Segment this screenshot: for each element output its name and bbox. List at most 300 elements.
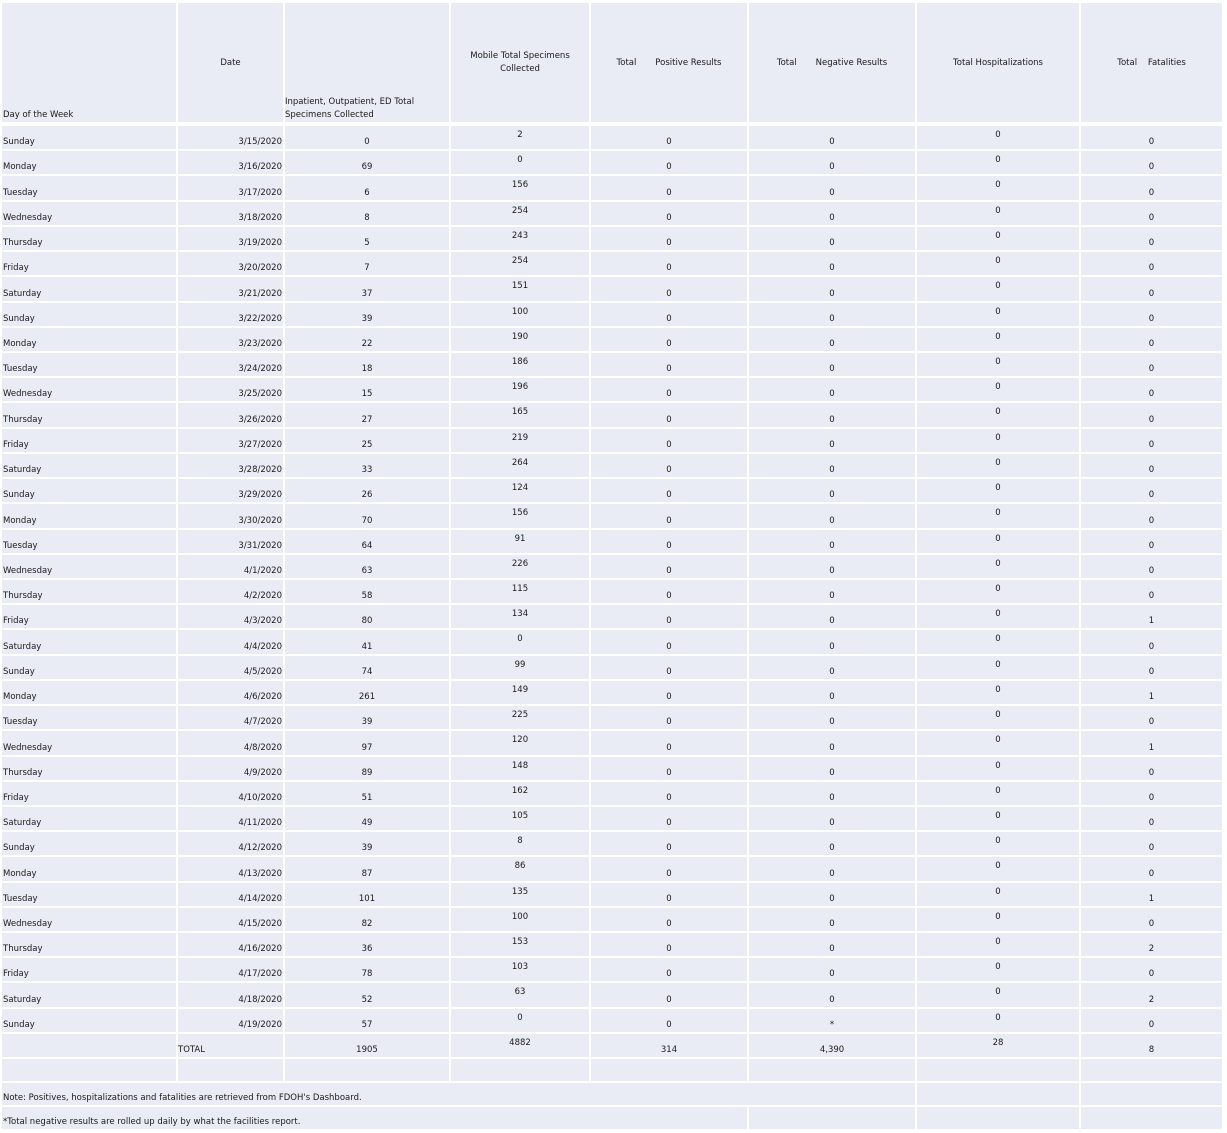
table-row-hospitalizations xyxy=(917,630,1079,654)
table-row-day xyxy=(2,807,176,830)
fatalities-value: 0 xyxy=(1148,213,1155,223)
negative-value: 0 xyxy=(829,995,835,1005)
table-row-fatalities xyxy=(1081,303,1222,326)
date-value: 3/23/2020 xyxy=(238,339,282,349)
mobile-value: 162 xyxy=(511,786,529,796)
table-row-fatalities xyxy=(1081,530,1222,553)
table-row-mobile xyxy=(451,605,589,628)
fatalities-value: 0 xyxy=(1148,238,1155,248)
inpatient-value: 6 xyxy=(364,188,370,198)
table-row-mobile xyxy=(451,630,589,654)
table-row-mobile xyxy=(451,656,589,679)
positive-value: 0 xyxy=(666,869,672,879)
date-value: 4/4/2020 xyxy=(243,642,282,652)
table-row-negative xyxy=(749,630,915,654)
mobile-value: 190 xyxy=(511,332,529,342)
fatalities-value: 0 xyxy=(1148,263,1155,273)
fatalities-value: 0 xyxy=(1148,415,1155,425)
table-row-positive xyxy=(591,378,747,401)
table-row-hospitalizations xyxy=(917,277,1079,301)
negative-value: 0 xyxy=(829,263,835,273)
negative-value: 0 xyxy=(829,944,835,954)
header-negative-label: Total Negative Results xyxy=(776,58,888,68)
table-row-mobile xyxy=(451,530,589,553)
table-row-mobile xyxy=(451,983,589,1007)
negative-value: 0 xyxy=(829,743,835,753)
table-row-date xyxy=(178,630,283,654)
fatalities-value: 0 xyxy=(1148,667,1155,677)
table-row-mobile xyxy=(451,378,589,401)
table-row-inpatient xyxy=(285,328,449,351)
table-row-inpatient xyxy=(285,605,449,628)
table-row-day xyxy=(2,555,176,578)
positive-value: 0 xyxy=(666,1020,672,1030)
date-value: 4/18/2020 xyxy=(238,995,282,1005)
table-row-hospitalizations xyxy=(917,656,1079,679)
table-row-fatalities xyxy=(1081,782,1222,805)
fatalities-value: 0 xyxy=(1148,465,1155,475)
inpatient-value: 22 xyxy=(361,339,373,349)
table-row-inpatient xyxy=(285,706,449,729)
table-row-inpatient xyxy=(285,378,449,401)
table-row-inpatient xyxy=(285,151,449,174)
table-row-day xyxy=(2,202,176,225)
date-value: 4/14/2020 xyxy=(238,894,282,904)
table-row-hospitalizations xyxy=(917,504,1079,528)
table-row-day xyxy=(2,454,176,477)
hospitalizations-value: 0 xyxy=(995,281,1001,291)
day-of-week: Tuesday xyxy=(3,717,38,727)
table-row-negative xyxy=(749,580,915,603)
table-row-inpatient xyxy=(285,277,449,301)
day-of-week: Monday xyxy=(3,339,37,349)
blank-cell xyxy=(917,1059,1079,1081)
negative-value: 0 xyxy=(829,591,835,601)
table-row-positive xyxy=(591,126,747,149)
table-row-fatalities xyxy=(1081,353,1222,376)
date-value: 4/10/2020 xyxy=(238,793,282,803)
fatalities-value: 0 xyxy=(1148,541,1155,551)
table-row-hospitalizations xyxy=(917,983,1079,1007)
day-of-week: Monday xyxy=(3,869,37,879)
date-value: 4/8/2020 xyxy=(243,743,282,753)
table-row-day xyxy=(2,958,176,981)
table-row-hospitalizations xyxy=(917,227,1079,250)
day-of-week: Wednesday xyxy=(3,919,53,929)
table-row-hospitalizations xyxy=(917,782,1079,805)
table-row-negative xyxy=(749,958,915,981)
mobile-value: 196 xyxy=(511,382,529,392)
table-row-hospitalizations xyxy=(917,202,1079,225)
table-row-hospitalizations xyxy=(917,530,1079,553)
table-row-mobile xyxy=(451,1009,589,1032)
table-row-mobile xyxy=(451,681,589,704)
table-row-inpatient xyxy=(285,630,449,654)
table-row-day xyxy=(2,630,176,654)
table-row-date xyxy=(178,757,283,780)
hospitalizations-value: 0 xyxy=(995,634,1001,644)
header-inpatient-cell xyxy=(285,3,449,122)
table-row-fatalities xyxy=(1081,277,1222,301)
date-value: 3/15/2020 xyxy=(238,137,282,147)
day-of-week: Tuesday xyxy=(3,364,38,374)
table-row-mobile xyxy=(451,504,589,528)
table-row-positive xyxy=(591,630,747,654)
table-row-hospitalizations xyxy=(917,933,1079,956)
table-row-inpatient xyxy=(285,176,449,200)
total-label: TOTAL xyxy=(178,1045,205,1055)
table-row-inpatient xyxy=(285,1009,449,1032)
inpatient-value: 58 xyxy=(361,591,373,601)
hospitalizations-value: 0 xyxy=(995,735,1001,745)
table-row-positive xyxy=(591,328,747,351)
table-row-hospitalizations xyxy=(917,832,1079,855)
day-of-week: Saturday xyxy=(3,465,42,475)
table-row-positive xyxy=(591,504,747,528)
negative-value: * xyxy=(829,1020,835,1030)
table-row-mobile xyxy=(451,454,589,477)
table-row-inpatient xyxy=(285,403,449,427)
table-row-date xyxy=(178,353,283,376)
note-dashboard-source: Note: Positives, hospitalizations and fatalities are retrieved from FDOH's Dashboard. xyxy=(3,1093,362,1103)
table-row-day xyxy=(2,1009,176,1032)
blank-cell xyxy=(591,1059,747,1081)
date-value: 3/18/2020 xyxy=(238,213,282,223)
table-row-date xyxy=(178,479,283,502)
table-row-day xyxy=(2,681,176,704)
table-row-day xyxy=(2,151,176,174)
positive-value: 0 xyxy=(666,768,672,778)
hospitalizations-value: 0 xyxy=(995,130,1001,140)
table-row-positive xyxy=(591,303,747,326)
hospitalizations-value: 0 xyxy=(995,559,1001,569)
inpatient-value: 82 xyxy=(361,919,373,929)
positive-value: 0 xyxy=(666,162,672,172)
table-row-inpatient xyxy=(285,731,449,755)
table-row-fatalities xyxy=(1081,605,1222,628)
table-row-positive xyxy=(591,277,747,301)
table-row-day xyxy=(2,252,176,275)
day-of-week: Thursday xyxy=(3,238,43,248)
negative-value: 0 xyxy=(829,213,835,223)
table-row-date xyxy=(178,782,283,805)
fatalities-value: 0 xyxy=(1148,642,1155,652)
table-row-inpatient xyxy=(285,832,449,855)
table-row-date xyxy=(178,151,283,174)
mobile-value: 153 xyxy=(511,937,529,947)
table-row-day xyxy=(2,933,176,956)
fatalities-value: 0 xyxy=(1148,364,1155,374)
table-row-negative xyxy=(749,328,915,351)
table-row-hospitalizations xyxy=(917,958,1079,981)
inpatient-value: 64 xyxy=(361,541,373,551)
table-row-mobile xyxy=(451,706,589,729)
table-row-negative xyxy=(749,353,915,376)
table-row-inpatient xyxy=(285,479,449,502)
inpatient-value: 52 xyxy=(361,995,373,1005)
day-of-week: Sunday xyxy=(3,843,35,853)
table-row-date xyxy=(178,277,283,301)
mobile-value: 115 xyxy=(511,584,529,594)
fatalities-value: 0 xyxy=(1148,490,1155,500)
table-row-negative xyxy=(749,378,915,401)
day-of-week: Tuesday xyxy=(3,894,38,904)
table-row-negative xyxy=(749,681,915,704)
table-row-mobile xyxy=(451,883,589,906)
table-row-inpatient xyxy=(285,883,449,906)
table-row-mobile xyxy=(451,151,589,174)
table-row-fatalities xyxy=(1081,454,1222,477)
total-fatalities: 8 xyxy=(1148,1045,1155,1055)
table-row-hospitalizations xyxy=(917,706,1079,729)
fatalities-value: 0 xyxy=(1148,843,1155,853)
day-of-week: Sunday xyxy=(3,137,35,147)
negative-value: 0 xyxy=(829,541,835,551)
mobile-value: 63 xyxy=(514,987,526,997)
table-row-hospitalizations xyxy=(917,757,1079,780)
table-row-day xyxy=(2,706,176,729)
positive-value: 0 xyxy=(666,516,672,526)
table-row-negative xyxy=(749,454,915,477)
mobile-value: 2 xyxy=(517,130,523,140)
mobile-value: 156 xyxy=(511,180,529,190)
day-of-week: Sunday xyxy=(3,490,35,500)
table-row-fatalities xyxy=(1081,706,1222,729)
table-row-negative xyxy=(749,908,915,931)
hospitalizations-value: 0 xyxy=(995,534,1001,544)
day-of-week: Saturday xyxy=(3,818,42,828)
table-row-negative xyxy=(749,706,915,729)
fatalities-value: 0 xyxy=(1148,516,1155,526)
table-row-fatalities xyxy=(1081,227,1222,250)
negative-value: 0 xyxy=(829,768,835,778)
hospitalizations-value: 0 xyxy=(995,1013,1001,1023)
positive-value: 0 xyxy=(666,667,672,677)
table-row-inpatient xyxy=(285,252,449,275)
date-value: 4/11/2020 xyxy=(238,818,282,828)
table-row-positive xyxy=(591,832,747,855)
hospitalizations-value: 0 xyxy=(995,836,1001,846)
date-value: 3/19/2020 xyxy=(238,238,282,248)
table-row-negative xyxy=(749,857,915,881)
table-row-day xyxy=(2,983,176,1007)
inpatient-value: 63 xyxy=(361,566,373,576)
date-value: 4/5/2020 xyxy=(243,667,282,677)
header-fatalities-cell xyxy=(1081,3,1222,122)
negative-value: 0 xyxy=(829,137,835,147)
table-row-date xyxy=(178,832,283,855)
date-value: 4/17/2020 xyxy=(238,969,282,979)
day-of-week: Monday xyxy=(3,692,37,702)
table-row-fatalities xyxy=(1081,757,1222,780)
day-of-week: Saturday xyxy=(3,642,42,652)
table-row-inpatient xyxy=(285,530,449,553)
table-row-inpatient xyxy=(285,504,449,528)
mobile-value: 226 xyxy=(511,559,529,569)
mobile-value: 0 xyxy=(517,634,523,644)
negative-value: 0 xyxy=(829,314,835,324)
table-row-date xyxy=(178,908,283,931)
table-row-date xyxy=(178,681,283,704)
table-row-day xyxy=(2,353,176,376)
table-row-positive xyxy=(591,983,747,1007)
table-row-mobile xyxy=(451,126,589,149)
mobile-value: 0 xyxy=(517,155,523,165)
table-row-hospitalizations xyxy=(917,176,1079,200)
negative-value: 0 xyxy=(829,616,835,626)
total-row-negative xyxy=(749,1034,915,1057)
table-row-mobile xyxy=(451,857,589,881)
table-row-fatalities xyxy=(1081,883,1222,906)
table-row-inpatient xyxy=(285,303,449,326)
day-of-week: Wednesday xyxy=(3,743,53,753)
table-row-inpatient xyxy=(285,757,449,780)
table-row-day xyxy=(2,530,176,553)
table-row-hospitalizations xyxy=(917,479,1079,502)
table-row-positive xyxy=(591,530,747,553)
positive-value: 0 xyxy=(666,969,672,979)
fatalities-value: 0 xyxy=(1148,339,1155,349)
table-row-date xyxy=(178,656,283,679)
table-row-hospitalizations xyxy=(917,731,1079,755)
inpatient-value: 39 xyxy=(361,843,373,853)
table-row-negative xyxy=(749,782,915,805)
table-row-negative xyxy=(749,176,915,200)
positive-value: 0 xyxy=(666,843,672,853)
table-row-fatalities xyxy=(1081,580,1222,603)
mobile-value: 91 xyxy=(514,534,526,544)
negative-value: 0 xyxy=(829,339,835,349)
day-of-week: Monday xyxy=(3,516,37,526)
table-row-hospitalizations xyxy=(917,328,1079,351)
header-day-label: Day of the Week xyxy=(3,110,74,120)
negative-value: 0 xyxy=(829,389,835,399)
inpatient-value: 15 xyxy=(361,389,373,399)
day-of-week: Thursday xyxy=(3,415,43,425)
table-row-positive xyxy=(591,656,747,679)
hospitalizations-value: 0 xyxy=(995,307,1001,317)
date-value: 3/29/2020 xyxy=(238,490,282,500)
table-row-fatalities xyxy=(1081,983,1222,1007)
table-row-date xyxy=(178,328,283,351)
table-row-date xyxy=(178,1009,283,1032)
positive-value: 0 xyxy=(666,616,672,626)
table-row-hospitalizations xyxy=(917,883,1079,906)
mobile-value: 156 xyxy=(511,508,529,518)
table-row-positive xyxy=(591,908,747,931)
table-row-day xyxy=(2,277,176,301)
table-row-date xyxy=(178,580,283,603)
negative-value: 0 xyxy=(829,869,835,879)
hospitalizations-value: 0 xyxy=(995,887,1001,897)
date-value: 3/27/2020 xyxy=(238,440,282,450)
table-row-positive xyxy=(591,353,747,376)
negative-value: 0 xyxy=(829,415,835,425)
table-row-hospitalizations xyxy=(917,151,1079,174)
table-row-positive xyxy=(591,403,747,427)
table-row-positive xyxy=(591,807,747,830)
table-row-positive xyxy=(591,731,747,755)
positive-value: 0 xyxy=(666,213,672,223)
table-row-date xyxy=(178,883,283,906)
fatalities-value: 0 xyxy=(1148,818,1155,828)
table-row-hospitalizations xyxy=(917,555,1079,578)
inpatient-value: 69 xyxy=(361,162,373,172)
positive-value: 0 xyxy=(666,289,672,299)
table-row-date xyxy=(178,983,283,1007)
table-row-day xyxy=(2,857,176,881)
date-value: 3/28/2020 xyxy=(238,465,282,475)
mobile-value: 165 xyxy=(511,407,529,417)
table-row-inpatient xyxy=(285,580,449,603)
table-row-negative xyxy=(749,731,915,755)
table-row-hospitalizations xyxy=(917,303,1079,326)
note-row-1 xyxy=(2,1083,915,1105)
negative-value: 0 xyxy=(829,490,835,500)
hospitalizations-value: 0 xyxy=(995,382,1001,392)
fatalities-value: 0 xyxy=(1148,289,1155,299)
negative-value: 0 xyxy=(829,566,835,576)
table-row-mobile xyxy=(451,227,589,250)
mobile-value: 86 xyxy=(514,861,526,871)
blank-cell xyxy=(285,1059,449,1081)
blank-cell xyxy=(178,1059,283,1081)
day-of-week: Saturday xyxy=(3,995,42,1005)
negative-value: 0 xyxy=(829,440,835,450)
table-row-positive xyxy=(591,782,747,805)
mobile-value: 219 xyxy=(511,433,529,443)
inpatient-value: 49 xyxy=(361,818,373,828)
header-fatalities-label: Total Fatalities xyxy=(1117,58,1186,68)
mobile-value: 100 xyxy=(511,912,529,922)
day-of-week: Thursday xyxy=(3,768,43,778)
table-row-positive xyxy=(591,202,747,225)
table-row-inpatient xyxy=(285,782,449,805)
positive-value: 0 xyxy=(666,465,672,475)
hospitalizations-value: 0 xyxy=(995,987,1001,997)
table-row-inpatient xyxy=(285,202,449,225)
table-row-inpatient xyxy=(285,958,449,981)
header-mobile-label: Mobile Total Specimens xyxy=(470,51,570,61)
table-row-fatalities xyxy=(1081,403,1222,427)
total-mobile: 4882 xyxy=(509,1038,531,1048)
mobile-value: 243 xyxy=(511,231,529,241)
header-mobile-cell xyxy=(451,3,589,122)
header-positive-label: Total Positive Results xyxy=(616,58,722,68)
table-row-fatalities xyxy=(1081,807,1222,830)
mobile-value: 264 xyxy=(511,458,529,468)
positive-value: 0 xyxy=(666,743,672,753)
hospitalizations-value: 0 xyxy=(995,483,1001,493)
note-negative-results: *Total negative results are rolled up daily by what the facilities report. xyxy=(3,1117,301,1127)
table-row-mobile xyxy=(451,807,589,830)
mobile-value: 254 xyxy=(511,206,529,216)
table-row-positive xyxy=(591,706,747,729)
positive-value: 0 xyxy=(666,642,672,652)
fatalities-value: 2 xyxy=(1148,944,1155,954)
inpatient-value: 51 xyxy=(361,793,373,803)
table-row-hospitalizations xyxy=(917,454,1079,477)
blank-cell xyxy=(2,1059,176,1081)
table-row-hospitalizations xyxy=(917,378,1079,401)
inpatient-value: 25 xyxy=(361,440,373,450)
inpatient-value: 74 xyxy=(361,667,373,677)
table-row-date xyxy=(178,429,283,452)
table-row-day xyxy=(2,176,176,200)
table-row-day xyxy=(2,328,176,351)
inpatient-value: 7 xyxy=(364,263,370,273)
inpatient-value: 101 xyxy=(358,894,376,904)
